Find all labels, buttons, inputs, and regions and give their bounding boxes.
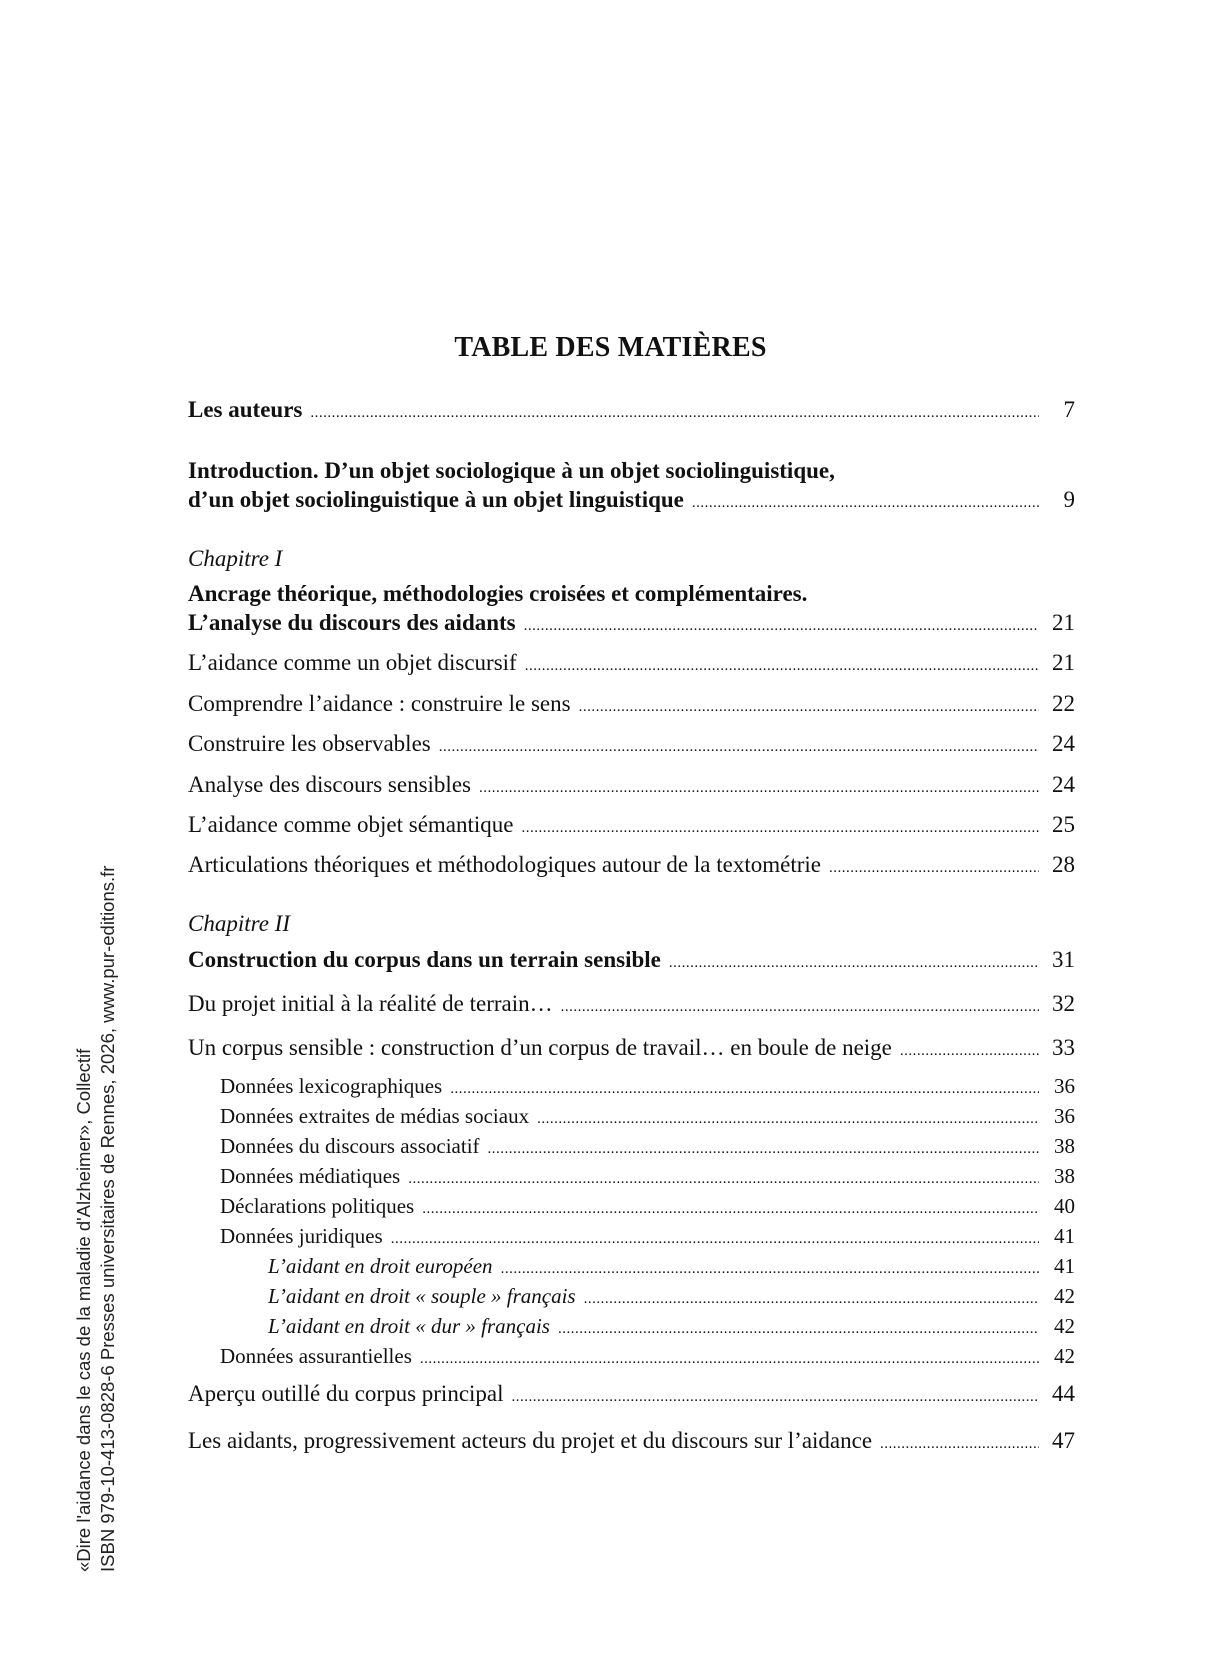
toc-label: Les aidants, progressivement acteurs du projet et du discours sur l’aidance bbox=[188, 1428, 873, 1453]
toc-subentry[interactable] bbox=[220, 1343, 1075, 1372]
toc-page: 44 bbox=[1052, 1381, 1075, 1406]
toc-label: Données lexicographiques bbox=[220, 1074, 443, 1098]
toc-page: 38 bbox=[1054, 1134, 1075, 1158]
toc-page: 21 bbox=[1052, 650, 1075, 675]
toc-page: 41 bbox=[1054, 1224, 1075, 1248]
dot-leader bbox=[488, 1136, 1039, 1162]
toc-label: L’aidant en droit « dur » français bbox=[268, 1314, 550, 1338]
toc-subentry[interactable] bbox=[220, 1103, 1075, 1132]
toc-entry[interactable] bbox=[188, 730, 1075, 761]
toc-label: Les auteurs bbox=[188, 397, 303, 422]
toc-page: 42 bbox=[1054, 1314, 1075, 1338]
toc-entry[interactable] bbox=[188, 1034, 1075, 1065]
toc-subsubentry[interactable] bbox=[268, 1253, 1075, 1282]
dot-leader bbox=[579, 693, 1039, 721]
toc-label: Données extraites de médias sociaux bbox=[220, 1104, 530, 1128]
toc-label: L’aidant en droit européen bbox=[268, 1254, 493, 1278]
dot-leader bbox=[525, 652, 1039, 680]
toc-intro-line1[interactable]: Introduction. D’un objet sociologique à un objet sociolinguistique, bbox=[188, 458, 835, 483]
toc-subentry[interactable] bbox=[220, 1163, 1075, 1192]
toc-entry[interactable] bbox=[188, 811, 1075, 842]
dot-leader bbox=[900, 1037, 1039, 1065]
toc-page: 9 bbox=[1063, 487, 1075, 512]
toc-label: L’aidance comme un objet discursif bbox=[188, 650, 517, 675]
toc-entry-auteurs[interactable] bbox=[188, 396, 1075, 427]
dot-leader bbox=[408, 1166, 1039, 1192]
toc-label: Données du discours associatif bbox=[220, 1134, 480, 1158]
toc-page: 22 bbox=[1052, 691, 1075, 716]
toc-page: 32 bbox=[1052, 991, 1075, 1016]
side-note-line1: «Dire l'aidance dans le cas de la maladie d'Alzheimer», Collectif bbox=[73, 1048, 94, 1572]
toc-subsubentry[interactable] bbox=[268, 1313, 1075, 1342]
dot-leader bbox=[669, 949, 1039, 977]
dot-leader bbox=[479, 774, 1039, 802]
toc-page: 42 bbox=[1054, 1284, 1075, 1308]
toc-label: Un corpus sensible : construction d’un corpus de travail… en boule de neige bbox=[188, 1035, 892, 1060]
dot-leader bbox=[522, 814, 1039, 842]
dot-leader bbox=[439, 733, 1039, 761]
toc-label: Construire les observables bbox=[188, 731, 431, 756]
dot-leader bbox=[501, 1256, 1039, 1282]
toc-entry[interactable] bbox=[188, 990, 1075, 1021]
dot-leader bbox=[880, 1430, 1039, 1458]
toc-page: 42 bbox=[1054, 1344, 1075, 1368]
toc-label: Données médiatiques bbox=[220, 1164, 401, 1188]
dot-leader bbox=[524, 612, 1039, 640]
toc-entry[interactable] bbox=[188, 690, 1075, 721]
dot-leader bbox=[422, 1196, 1039, 1222]
toc-label: Comprendre l’aidance : construire le sens bbox=[188, 691, 571, 716]
toc-page: 31 bbox=[1052, 947, 1075, 972]
toc-label: Construction du corpus dans un terrain sensible bbox=[188, 947, 661, 972]
toc-page: 24 bbox=[1052, 772, 1075, 797]
toc-label: L’aidant en droit « souple » français bbox=[268, 1284, 576, 1308]
toc-entry[interactable] bbox=[188, 649, 1075, 680]
toc-page: 24 bbox=[1052, 731, 1075, 756]
toc-label: Données juridiques bbox=[220, 1224, 383, 1248]
toc-entry-ch2[interactable] bbox=[188, 946, 1075, 977]
toc-subentry[interactable] bbox=[220, 1223, 1075, 1252]
dot-leader bbox=[512, 1383, 1039, 1411]
toc-page: 47 bbox=[1052, 1428, 1075, 1453]
toc-page: 21 bbox=[1052, 610, 1075, 635]
toc-label: L’aidance comme objet sémantique bbox=[188, 812, 514, 837]
dot-leader bbox=[420, 1346, 1039, 1372]
toc-entry-ch1[interactable] bbox=[188, 609, 1075, 640]
toc-subentry[interactable] bbox=[220, 1193, 1075, 1222]
toc-entry-intro[interactable] bbox=[188, 486, 1075, 517]
chapter-heading-1: Chapitre I bbox=[188, 546, 283, 571]
dot-leader bbox=[450, 1076, 1039, 1102]
toc-entry[interactable] bbox=[188, 851, 1075, 882]
toc-page: 28 bbox=[1052, 852, 1075, 877]
toc-page: 36 bbox=[1054, 1104, 1075, 1128]
dot-leader bbox=[310, 399, 1039, 427]
toc-subsubentry[interactable] bbox=[268, 1283, 1075, 1312]
toc-entry[interactable] bbox=[188, 1380, 1075, 1411]
toc-page: 41 bbox=[1054, 1254, 1075, 1278]
dot-leader bbox=[561, 993, 1039, 1021]
toc-page: 7 bbox=[1063, 397, 1075, 422]
dot-leader bbox=[537, 1106, 1039, 1132]
toc-page: 36 bbox=[1054, 1074, 1075, 1098]
toc-label: Analyse des discours sensibles bbox=[188, 772, 471, 797]
toc-page: 40 bbox=[1054, 1194, 1075, 1218]
dot-leader bbox=[584, 1286, 1039, 1312]
toc-label: Déclarations politiques bbox=[220, 1194, 415, 1218]
toc-label: Données assurantielles bbox=[220, 1344, 412, 1368]
toc-label: Articulations théoriques et méthodologiques autour de la textométrie bbox=[188, 852, 821, 877]
toc-subentry[interactable] bbox=[220, 1073, 1075, 1102]
toc-label: d’un objet sociolinguistique à un objet linguistique bbox=[188, 487, 684, 512]
dot-leader bbox=[391, 1226, 1039, 1252]
dot-leader bbox=[829, 854, 1039, 882]
toc-ch1-title-line1[interactable]: Ancrage théorique, méthodologies croisées et complémentaires. bbox=[188, 581, 808, 606]
toc-label: Du projet initial à la réalité de terrain… bbox=[188, 991, 553, 1016]
toc-entry[interactable] bbox=[188, 771, 1075, 802]
toc-entry[interactable] bbox=[188, 1427, 1075, 1458]
dot-leader bbox=[692, 489, 1039, 517]
side-copyright-note bbox=[72, 866, 120, 1572]
toc-page: 25 bbox=[1052, 812, 1075, 837]
toc-page: 33 bbox=[1052, 1035, 1075, 1060]
chapter-heading-2: Chapitre II bbox=[188, 911, 290, 936]
toc-label: L’analyse du discours des aidants bbox=[188, 610, 516, 635]
side-note-line2: ISBN 979-10-413-0828-6 Presses universitaires de Rennes, 2026, www.pur-editions.fr bbox=[97, 865, 118, 1572]
toc-subentry[interactable] bbox=[220, 1133, 1075, 1162]
toc-page: 38 bbox=[1054, 1164, 1075, 1188]
dot-leader bbox=[558, 1316, 1039, 1342]
page-title: TABLE DES MATIÈRES bbox=[454, 332, 767, 363]
toc-label: Aperçu outillé du corpus principal bbox=[188, 1381, 504, 1406]
